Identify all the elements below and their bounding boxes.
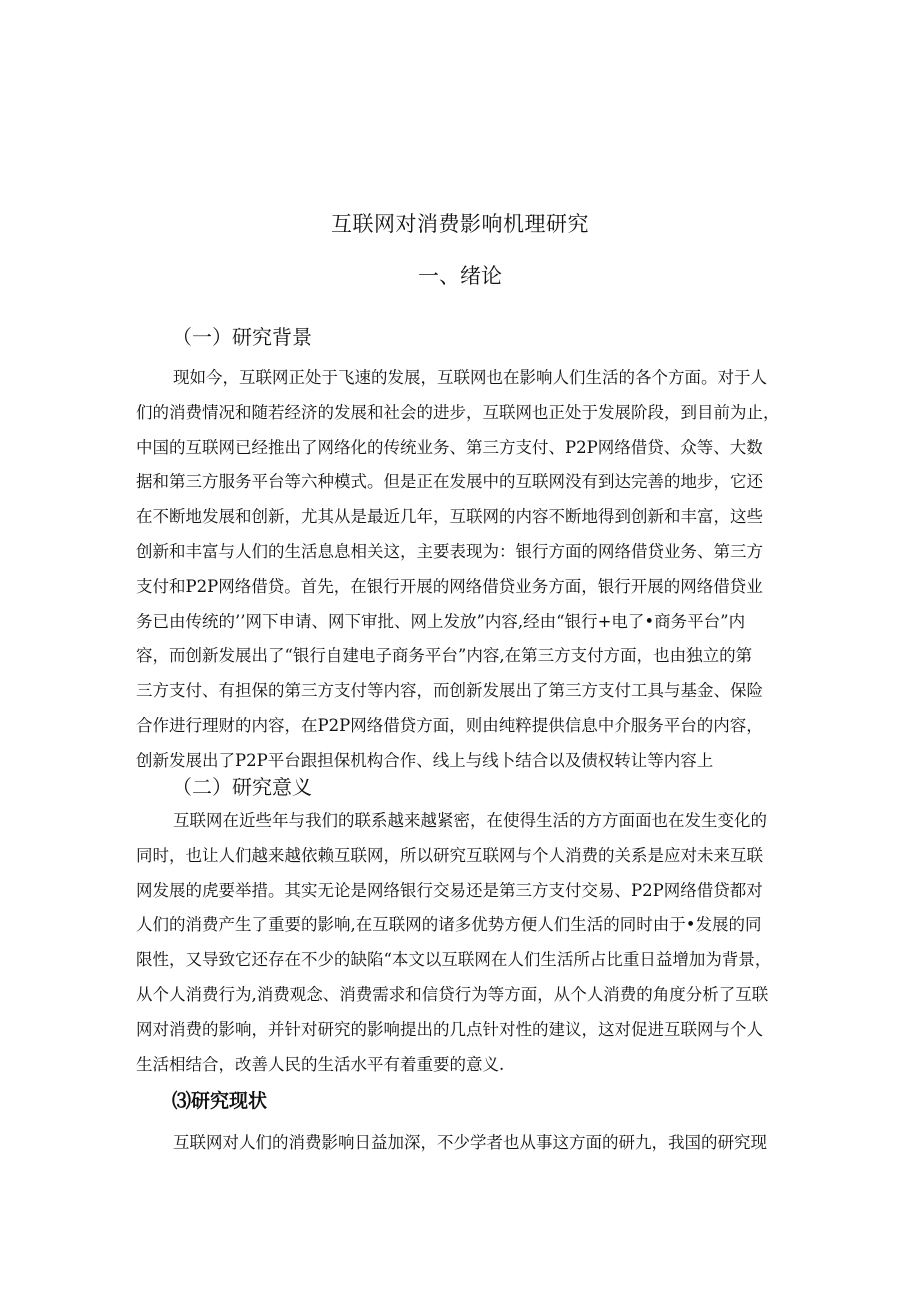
paragraph-text: 互联网对人们的消费影响日益加深，不少学者也从事这方面的研九，我国的研究现 — [173, 1133, 767, 1152]
paragraph-line — [136, 396, 788, 431]
section-body-significance — [136, 804, 788, 1082]
paragraph-line — [136, 804, 788, 839]
paragraph-line — [136, 978, 788, 1013]
paragraph-text: 网发展的虎要举措。其实无论是网络银行交易还是第三方支付交易、P2P网络借贷都对 — [136, 880, 763, 900]
paragraph-line — [136, 1048, 788, 1083]
paragraph-text: 创新发展出了P2P平台跟担保机构合作、线上与线卜结合以及债权转让等内容上 — [136, 750, 714, 770]
paragraph-line — [136, 465, 788, 500]
paragraph-text: 合作进行理财的内容，在P2P网络借贷方面，则由纯粹提供信息中介服务平台的内容， — [136, 715, 763, 735]
section-body-status — [136, 1126, 788, 1161]
paragraph-text: 人们的消费产生了重要的影响,在互联网的诸多优势方便人们生活的同时由于•发展的同 — [136, 915, 762, 935]
paragraph-line — [136, 1013, 788, 1048]
paragraph-line — [136, 535, 788, 570]
paragraph-text: 支付和P2P网络借贷。首先，在银行开展的网络借贷业务方面，银行开展的网络借贷业 — [136, 576, 763, 596]
paragraph-line — [136, 1126, 788, 1161]
paragraph-text: 中国的互联网已经推出了网络化的传统业务、第三方支付、P2P网络借贷、众等、大数 — [136, 437, 763, 457]
chapter-heading: 一、绪论 — [418, 264, 502, 288]
section-heading-significance: （二）研究意义 — [172, 775, 312, 799]
paragraph-line — [136, 874, 788, 909]
paragraph-text: 据和第三方服务平台等六种模式。但是正在发展中的互联网没有到达完善的地步，它还 — [136, 472, 763, 492]
paragraph-text: 从个人消费行为,消费观念、消费需求和信贷行为等方面，从个人消费的角度分析了互联 — [136, 984, 769, 1004]
section-heading-background: （一）研究背景 — [172, 325, 312, 349]
paragraph-text: 在不断地发展和创新，尤其从是最近几年，互联网的内容不断地得到创新和丰富，这些 — [136, 507, 763, 527]
section-heading-status: ⑶研究现状 — [172, 1090, 268, 1112]
section-body-background — [136, 361, 788, 779]
paragraph-line — [136, 908, 788, 943]
paragraph-line — [136, 605, 788, 640]
paragraph-line — [136, 431, 788, 466]
paragraph-line — [136, 639, 788, 674]
paragraph-line — [136, 839, 788, 874]
paragraph-line — [136, 570, 788, 605]
document-title: 互联网对消费影响机理研究 — [331, 212, 589, 236]
paragraph-text: 限性，又导致它还存在不少的缺陷“本文以互联网在人们生活所占比重日益增加为背景， — [136, 950, 772, 970]
paragraph-text: 务已由传统的’’网下申请、网下审批、网上发放”内容,经由“银行+电了•商务平台”内 — [136, 611, 746, 631]
paragraph-text: 网对消费的影响，并针对研究的影响提出的几点针对性的建议，这对促进互联网与个人 — [136, 1019, 763, 1039]
paragraph-line — [136, 500, 788, 535]
paragraph-text: 创新和丰富与人们的生活息息相关这，主要表现为：银行方面的网络借贷业务、第三方 — [136, 541, 763, 561]
paragraph-text: 互联网在近些年与我们的联系越来越紧密，在使得生活的方方面面也在发生变化的 — [173, 811, 767, 830]
paragraph-text: 同时，也让人们越来越依赖互联网，所以研究互联网与个人消费的关系是应对未来互联 — [136, 845, 763, 865]
paragraph-line — [136, 361, 788, 396]
paragraph-text: 三方支付、有担保的第三方支付等内容，而创新发展出了第三方支付工具与基金、保险 — [136, 681, 763, 701]
paragraph-line — [136, 674, 788, 709]
paragraph-line — [136, 709, 788, 744]
paragraph-line — [136, 943, 788, 978]
paragraph-text: 生活相结合，改善人民的生活水平有着重要的意义. — [136, 1054, 505, 1074]
paragraph-text: 现如今，互联网正处于飞速的发展，互联网也在影响人们生活的各个方面。对于人 — [173, 368, 767, 387]
paragraph-text: 容，而创新发展出了“银行自建电子商务平台”内容,在第三方支付方面，也由独立的第 — [136, 646, 753, 666]
paragraph-text: 们的消费情况和随若经济的发展和社会的进步，互联网也正处于发展阶段，到目前为止， — [136, 402, 780, 422]
